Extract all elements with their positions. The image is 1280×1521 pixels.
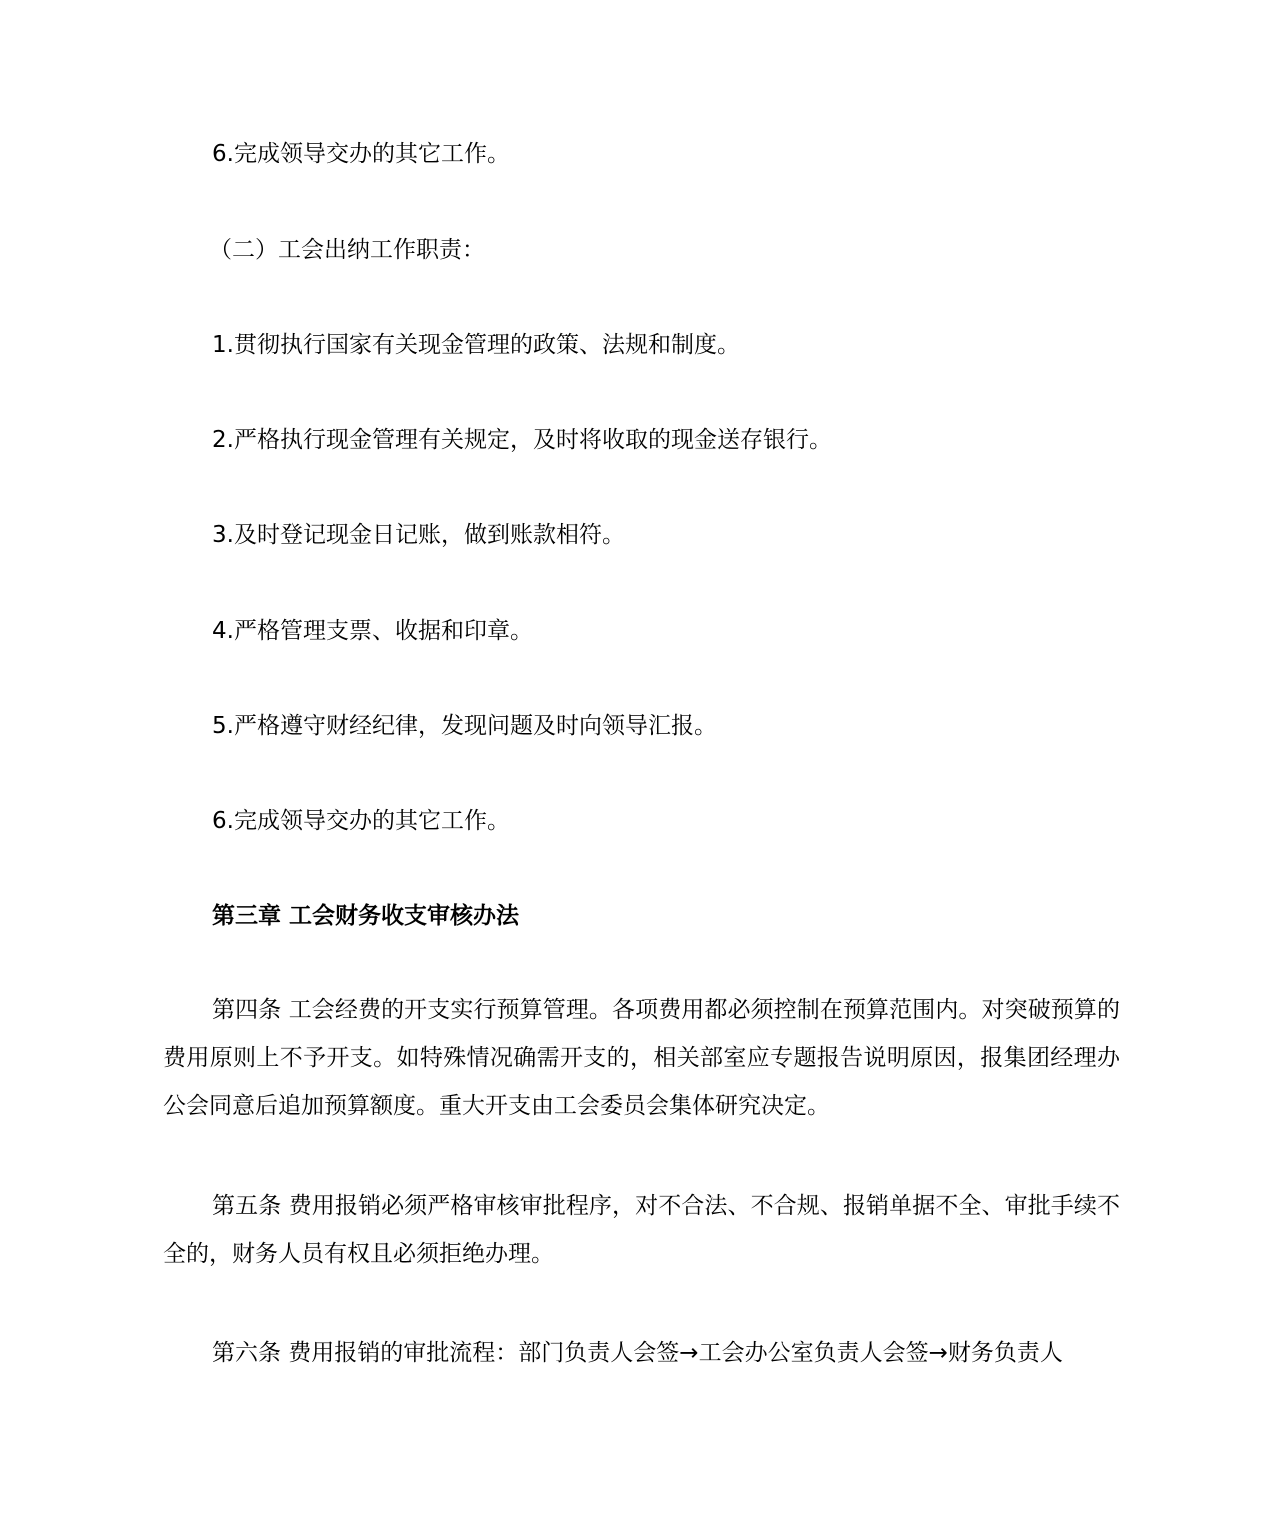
section-heading-cashier-duties: （二）工会出纳工作职责： <box>209 237 485 263</box>
article-6: 第六条 费用报销的审批流程：部门负责人会签→工会办公室负责人会签→财务负责人 <box>212 1340 1063 1366</box>
chapter-heading: 第三章 工会财务收支审核办法 <box>212 903 520 929</box>
cashier-duty-item-6: 6.完成领导交办的其它工作。 <box>212 808 510 834</box>
cashier-duty-item-2: 2.严格执行现金管理有关规定，及时将收取的现金送存银行。 <box>212 427 832 453</box>
cashier-duty-item-3: 3.及时登记现金日记账，做到账款相符。 <box>212 522 625 548</box>
cashier-duty-item-1: 1.贯彻执行国家有关现金管理的政策、法规和制度。 <box>212 332 740 358</box>
article-5: 第五条 费用报销必须严格审核审批程序，对不合法、不合规、报销单据不全、审批手续不全的，财务人员有权且必须拒绝办理。 <box>163 1193 1120 1267</box>
cashier-duty-item-5: 5.严格遵守财经纪律，发现问题及时向领导汇报。 <box>212 713 717 739</box>
duty-item-6: 6.完成领导交办的其它工作。 <box>212 141 510 167</box>
article-4: 第四条 工会经费的开支实行预算管理。各项费用都必须控制在预算范围内。对突破预算的费用原则上不予开支。如特殊情况确需开支的，相关部室应专题报告说明原因，报集团经理办公会同意后追加预算额度。重大开支由工会委员会集体研究决定。 <box>163 997 1120 1119</box>
cashier-duty-item-4: 4.严格管理支票、收据和印章。 <box>212 618 533 644</box>
